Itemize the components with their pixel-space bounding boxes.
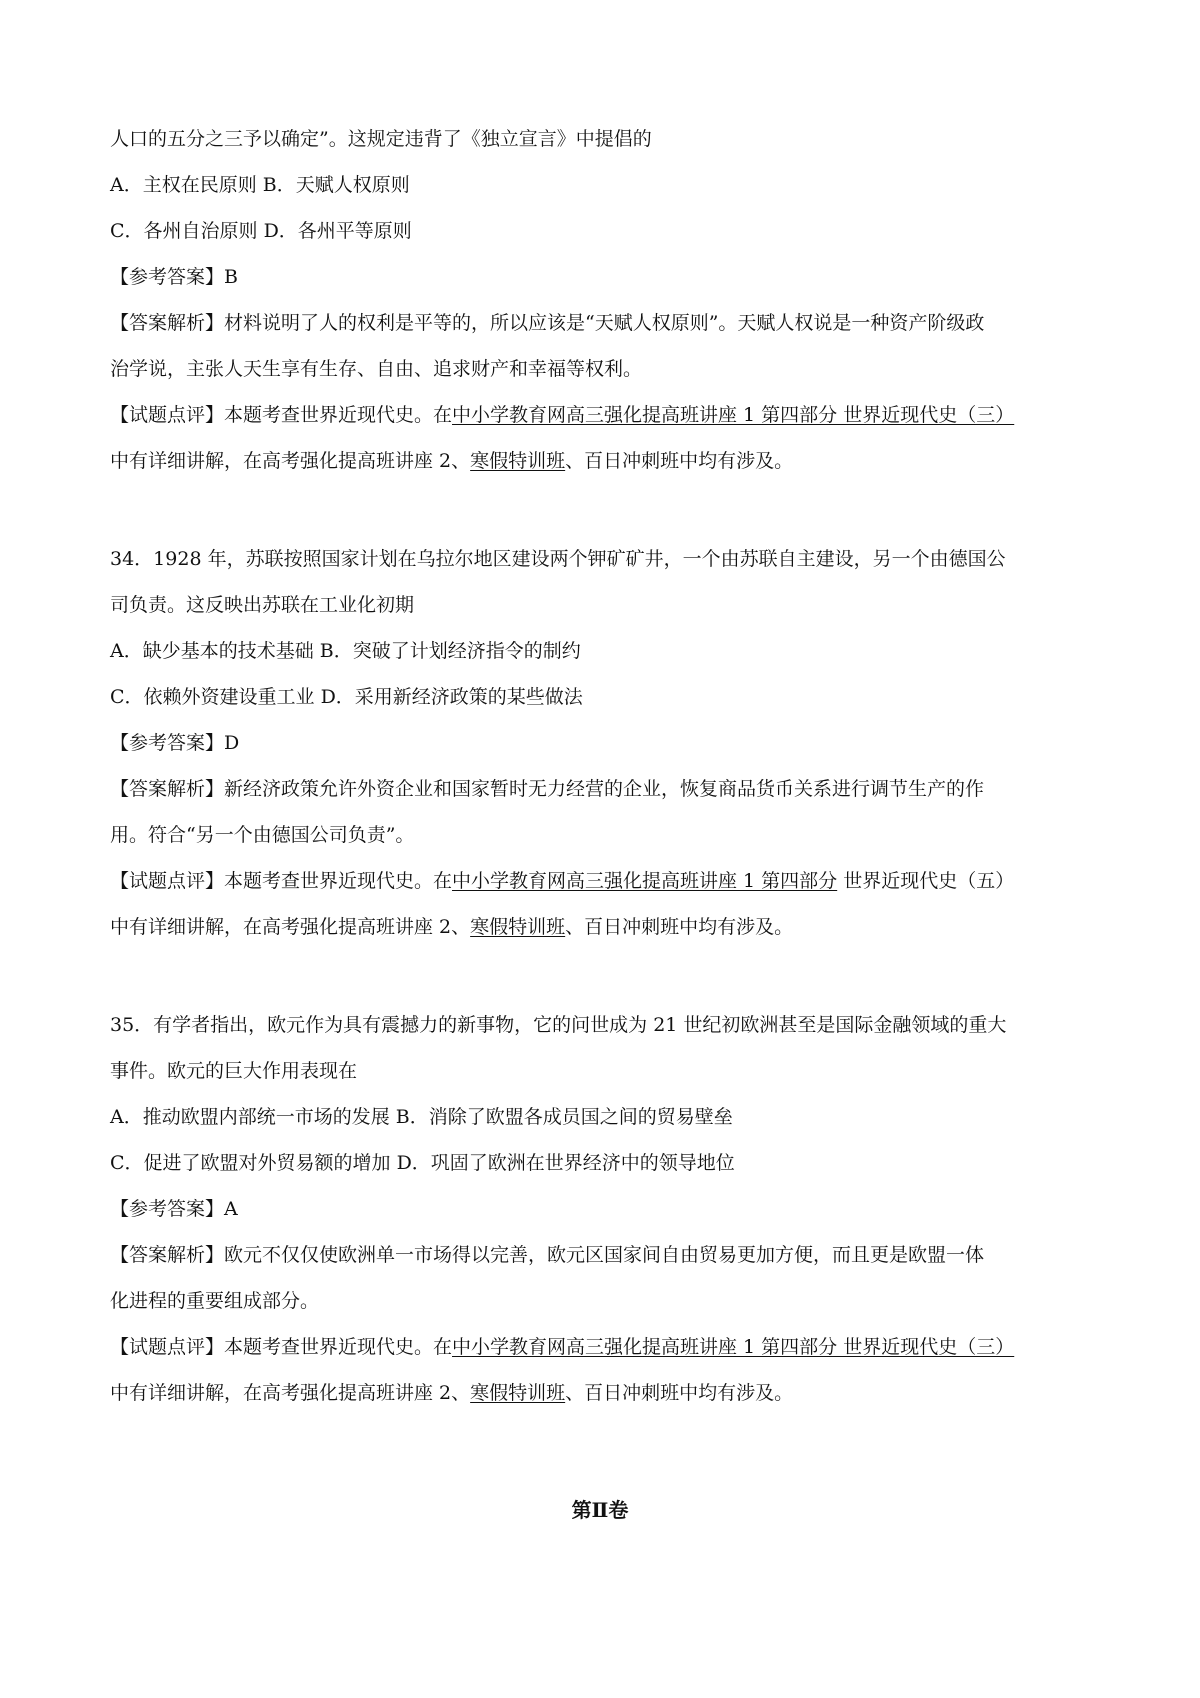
q34-option-row-2: C．依赖外资建设重工业 D．采用新经济政策的某些做法	[110, 686, 583, 708]
q33-analysis-line-2: 治学说，主张人天生享有生存、自由、追求财产和幸福等权利。	[110, 358, 643, 380]
q33-review-line-2	[110, 447, 1105, 475]
q33-lecture-link[interactable]: 中小学教育网高三强化提高班讲座 1 第四部分 世界近现代史（三）	[452, 404, 1015, 426]
q35-review-suffix: 、百日冲刺班中均有涉及。	[565, 1382, 794, 1404]
q34-analysis-line-1: 【答案解析】新经济政策允许外资企业和国家暂时无力经营的企业，恢复商品货币关系进行调节生产的作	[110, 778, 985, 800]
q34-review-line-2	[110, 913, 1105, 941]
q33-review-suffix: 、百日冲刺班中均有涉及。	[565, 450, 794, 472]
spacer	[110, 959, 1105, 1011]
q35-option-row-1: A．推动欧盟内部统一市场的发展 B．消除了欧盟各成员国之间的贸易壁垒	[110, 1106, 733, 1128]
q33-review-line-1	[110, 401, 1105, 429]
question-33	[110, 125, 1105, 475]
q34-answer: 【参考答案】D	[110, 732, 240, 754]
q34-winter-class-link[interactable]: 寒假特训班	[470, 916, 566, 938]
q33-winter-class-link[interactable]: 寒假特训班	[470, 450, 566, 472]
q33-stem: 人口的五分之三予以确定”。这规定违背了《独立宣言》中提倡的	[110, 128, 652, 150]
q34-review-text: 中有详细讲解，在高考强化提高班讲座 2、	[110, 916, 471, 938]
q34-review-suffix: 、百日冲刺班中均有涉及。	[565, 916, 794, 938]
spacer	[110, 493, 1105, 545]
q34-review-prefix: 【试题点评】本题考查世界近现代史。在	[110, 870, 453, 892]
q34-stem-line-1: 34．1928 年，苏联按照国家计划在乌拉尔地区建设两个钾矿矿井，一个由苏联自主建设，另一个由德国公	[110, 548, 1006, 570]
q34-analysis-line-2: 用。符合“另一个由德国公司负责”。	[110, 824, 415, 846]
q35-answer: 【参考答案】A	[110, 1198, 238, 1220]
q34-review-topic: 世界近现代史（五）	[837, 870, 1015, 892]
question-35	[110, 1011, 1105, 1407]
section-title: 第Ⅱ卷	[571, 1498, 629, 1522]
q33-review-text: 中有详细讲解，在高考强化提高班讲座 2、	[110, 450, 471, 472]
q35-option-row-2: C．促进了欧盟对外贸易额的增加 D．巩固了欧洲在世界经济中的领导地位	[110, 1152, 735, 1174]
q33-option-row-2: C．各州自治原则 D．各州平等原则	[110, 220, 412, 242]
q35-winter-class-link[interactable]: 寒假特训班	[470, 1382, 566, 1404]
q35-analysis-line-1: 【答案解析】欧元不仅仅使欧洲单一市场得以完善，欧元区国家间自由贸易更加方便，而且更是欧盟一体	[110, 1244, 985, 1266]
q35-analysis-line-2: 化进程的重要组成部分。	[110, 1290, 320, 1312]
q34-stem-line-2: 司负责。这反映出苏联在工业化初期	[110, 594, 415, 616]
q35-review-line-1	[110, 1333, 1105, 1361]
q35-stem-line-1: 35．有学者指出，欧元作为具有震撼力的新事物，它的问世成为 21 世纪初欧洲甚至是国际金融领域的重大	[110, 1014, 1007, 1036]
q34-review-line-1	[110, 867, 1105, 895]
q35-lecture-link[interactable]: 中小学教育网高三强化提高班讲座 1 第四部分 世界近现代史（三）	[452, 1336, 1015, 1358]
q35-review-line-2	[110, 1379, 1105, 1407]
document-body	[110, 125, 1105, 1425]
question-34	[110, 545, 1105, 941]
q35-review-prefix: 【试题点评】本题考查世界近现代史。在	[110, 1336, 453, 1358]
q33-answer: 【参考答案】B	[110, 266, 238, 288]
q34-option-row-1: A．缺少基本的技术基础 B．突破了计划经济指令的制约	[110, 640, 581, 662]
q35-stem-line-2: 事件。欧元的巨大作用表现在	[110, 1060, 358, 1082]
q34-lecture-link[interactable]: 中小学教育网高三强化提高班讲座 1 第四部分	[452, 870, 838, 892]
q33-option-row-1: A．主权在民原则 B．天赋人权原则	[110, 174, 410, 196]
q33-analysis-line-1: 【答案解析】材料说明了人的权利是平等的，所以应该是“天赋人权原则”。天赋人权说是一种资产阶级政	[110, 312, 985, 334]
q33-review-prefix: 【试题点评】本题考查世界近现代史。在	[110, 404, 453, 426]
q35-review-text: 中有详细讲解，在高考强化提高班讲座 2、	[110, 1382, 471, 1404]
